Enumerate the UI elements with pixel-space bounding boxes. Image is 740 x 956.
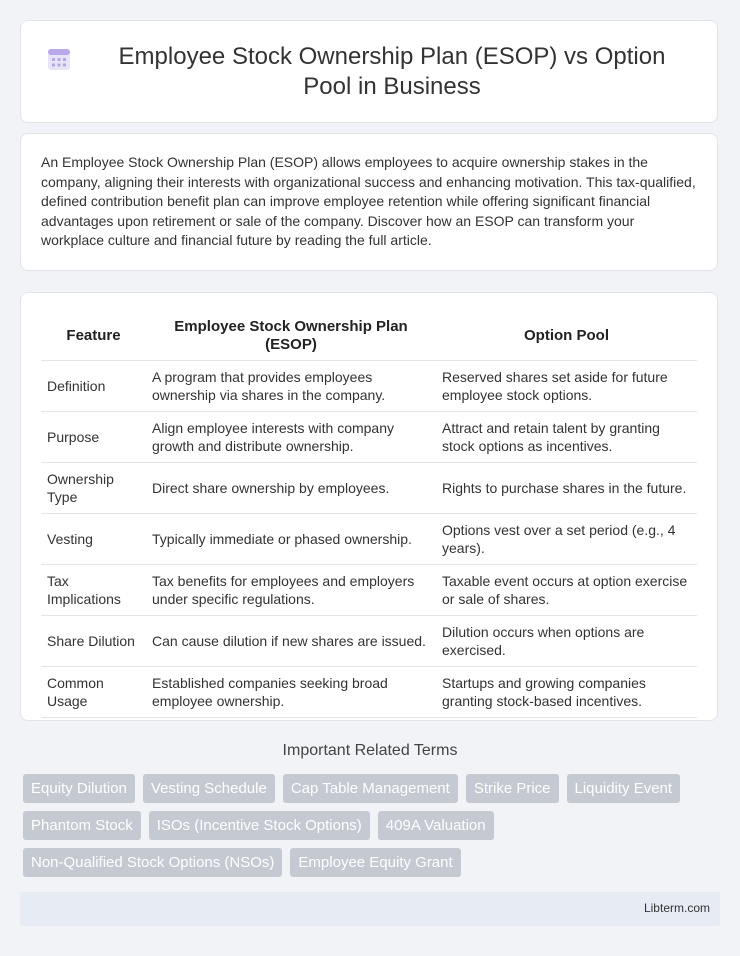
feature-cell: Vesting xyxy=(41,514,146,565)
related-term-tag[interactable]: Strike Price xyxy=(466,774,559,803)
related-term-tag[interactable]: Equity Dilution xyxy=(23,774,135,803)
table-row xyxy=(41,412,697,463)
column-header: Option Pool xyxy=(436,311,697,361)
related-term-tag[interactable]: ISOs (Incentive Stock Options) xyxy=(149,811,370,840)
column-header: Feature xyxy=(41,311,146,361)
header-card xyxy=(20,20,718,123)
option-pool-cell: Dilution occurs when options are exercised. xyxy=(436,616,697,667)
intro-card xyxy=(20,133,718,271)
esop-cell: Direct share ownership by employees. xyxy=(146,463,436,514)
esop-cell: Established companies seeking broad employee ownership. xyxy=(146,667,436,718)
option-pool-cell: Startups and growing companies granting stock-based incentives. xyxy=(436,667,697,718)
related-term-tag[interactable]: Liquidity Event xyxy=(567,774,681,803)
page-title: Employee Stock Ownership Plan (ESOP) vs Option Pool in Business xyxy=(118,42,666,100)
related-terms-title: Important Related Terms xyxy=(282,742,458,759)
esop-cell: Can cause dilution if new shares are issued. xyxy=(146,616,436,667)
option-pool-cell: Rights to purchase shares in the future. xyxy=(436,463,697,514)
calendar-icon xyxy=(46,46,72,72)
table-row xyxy=(41,616,697,667)
table-header-row xyxy=(41,311,697,361)
feature-cell: Ownership Type xyxy=(41,463,146,514)
related-term-tag[interactable]: Vesting Schedule xyxy=(143,774,275,803)
intro-text: An Employee Stock Ownership Plan (ESOP) allows employees to acquire ownership stakes in the company, aligning their interests with organizational success and enhancing motivation. This tax-qualified, defined contribution benefit plan can improve employee retention while offering significant financial advantages upon retirement or sale of the company. Discover how an ESOP can transform your workplace culture and financial future by reading the full article. xyxy=(41,154,696,248)
table-row xyxy=(41,565,697,616)
esop-cell: Align employee interests with company growth and distribute ownership. xyxy=(146,412,436,463)
table-row xyxy=(41,514,697,565)
related-term-tag[interactable]: Employee Equity Grant xyxy=(290,848,460,877)
feature-cell: Definition xyxy=(41,361,146,412)
table-row xyxy=(41,463,697,514)
esop-cell: Typically immediate or phased ownership. xyxy=(146,514,436,565)
footer xyxy=(20,892,720,926)
related-term-tag[interactable]: Cap Table Management xyxy=(283,774,458,803)
feature-cell: Common Usage xyxy=(41,667,146,718)
option-pool-cell: Taxable event occurs at option exercise or sale of shares. xyxy=(436,565,697,616)
option-pool-cell: Options vest over a set period (e.g., 4 years). xyxy=(436,514,697,565)
related-term-tag[interactable]: Phantom Stock xyxy=(23,811,141,840)
esop-cell: A program that provides employees ownership via shares in the company. xyxy=(146,361,436,412)
comparison-table xyxy=(41,311,697,718)
table-row xyxy=(41,361,697,412)
feature-cell: Share Dilution xyxy=(41,616,146,667)
column-header: Employee Stock Ownership Plan (ESOP) xyxy=(146,311,436,361)
footer-site-link[interactable]: Libterm.com xyxy=(643,901,710,915)
option-pool-cell: Attract and retain talent by granting stock options as incentives. xyxy=(436,412,697,463)
feature-cell: Purpose xyxy=(41,412,146,463)
feature-cell: Tax Implications xyxy=(41,565,146,616)
related-terms-list xyxy=(23,774,723,877)
related-term-tag[interactable]: 409A Valuation xyxy=(378,811,494,840)
comparison-card xyxy=(20,292,718,721)
esop-cell: Tax benefits for employees and employers under specific regulations. xyxy=(146,565,436,616)
table-row xyxy=(41,667,697,718)
option-pool-cell: Reserved shares set aside for future employee stock options. xyxy=(436,361,697,412)
related-term-tag[interactable]: Non-Qualified Stock Options (NSOs) xyxy=(23,848,282,877)
